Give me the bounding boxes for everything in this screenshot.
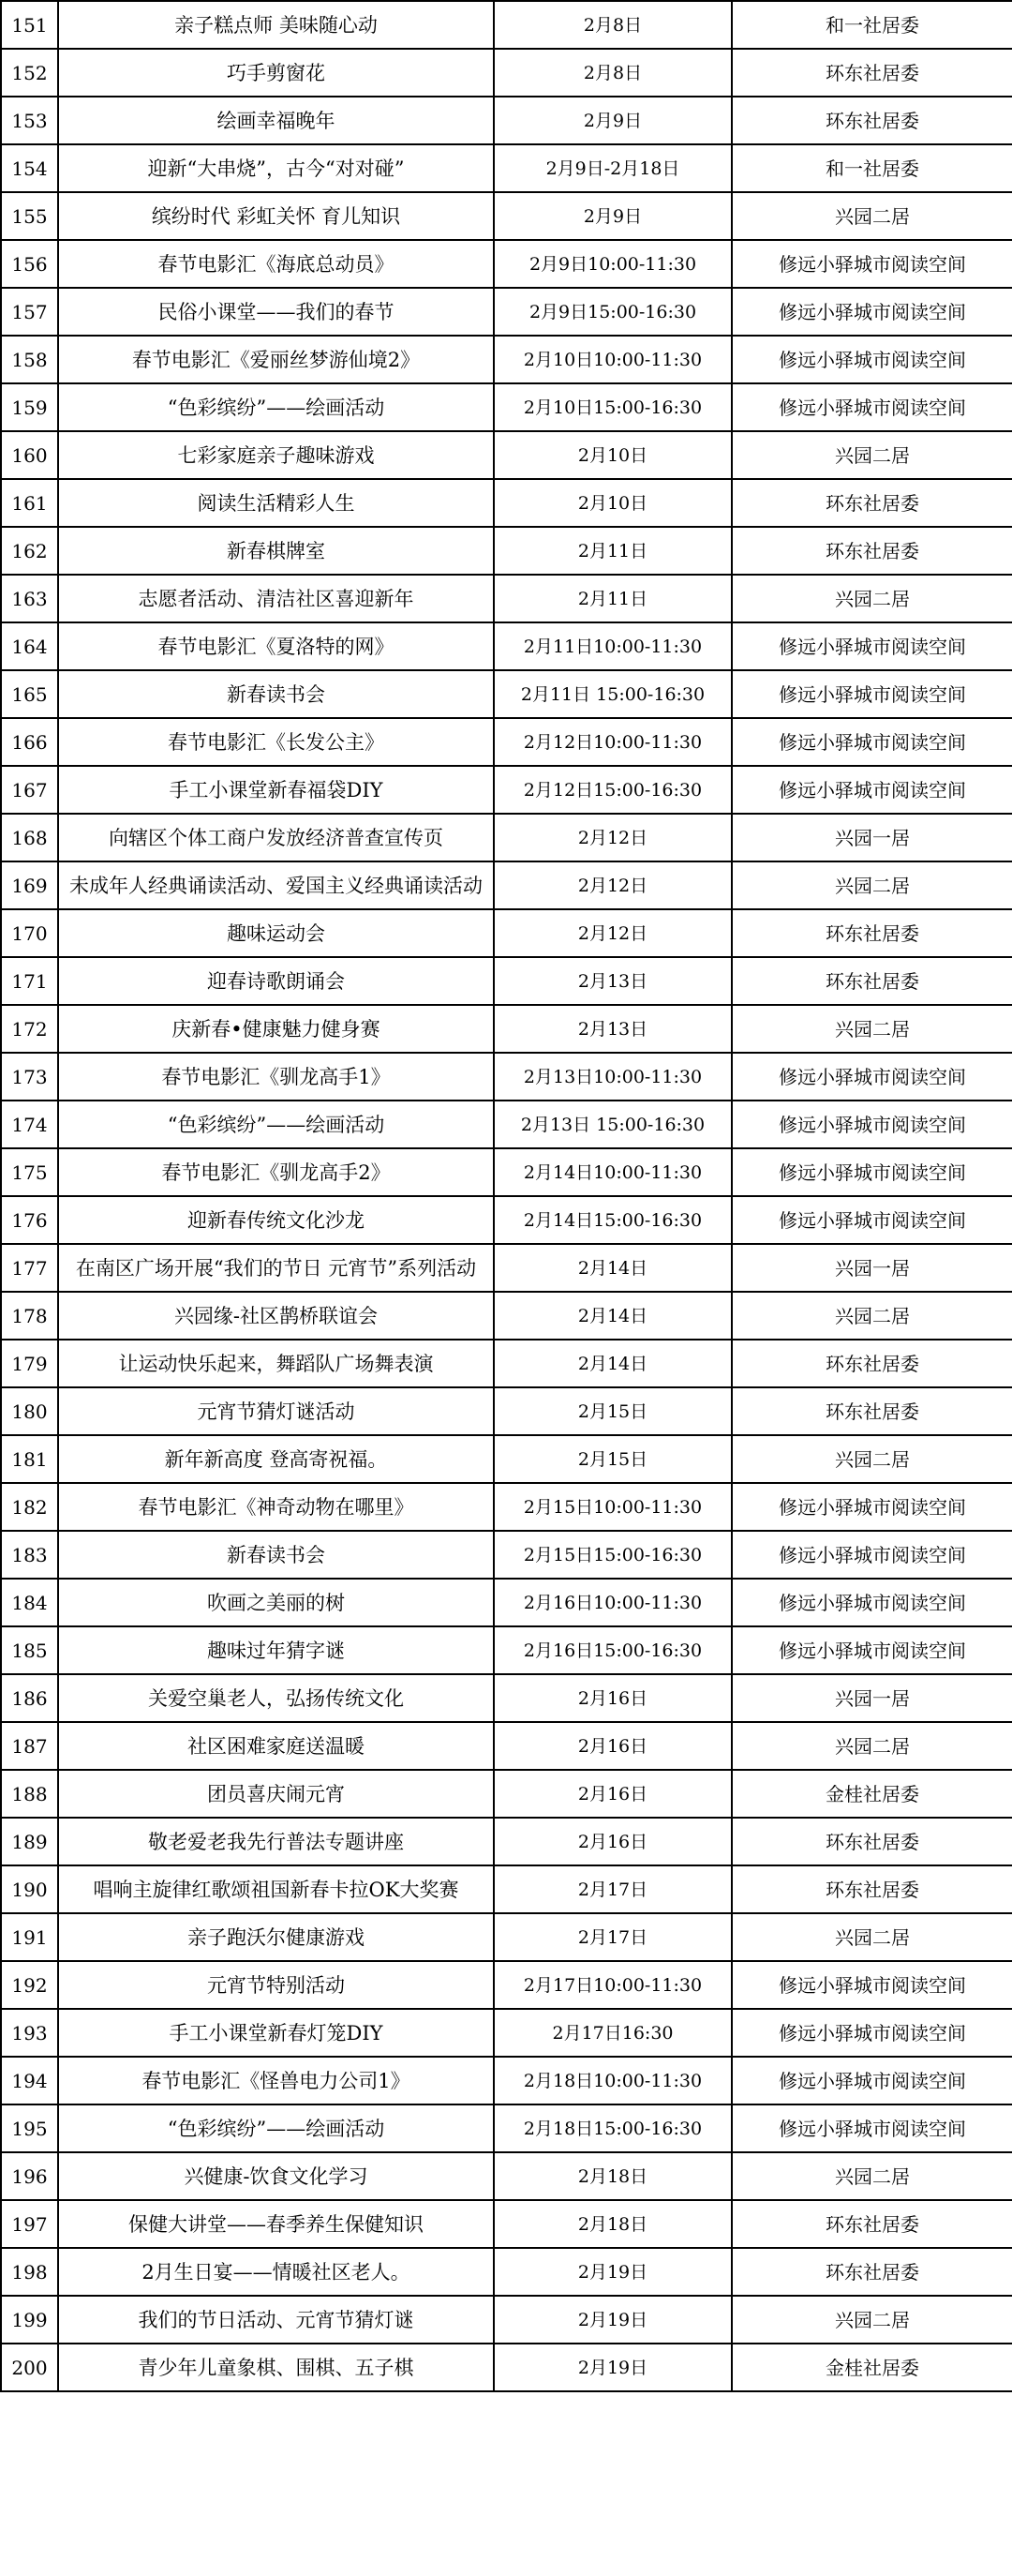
table-row xyxy=(1,2296,1012,2344)
table-row xyxy=(1,957,1012,1005)
row-number-cell: 167 xyxy=(1,766,58,814)
activity-date-cell: 2月13日 15:00-16:30 xyxy=(494,1101,732,1148)
row-number-cell: 178 xyxy=(1,1292,58,1340)
activity-title-cell: 手工小课堂新春灯笼DIY xyxy=(58,2009,494,2057)
activity-title-cell: 七彩家庭亲子趣味游戏 xyxy=(58,431,494,479)
organizer-cell: 兴园二居 xyxy=(732,1913,1012,1961)
organizer-cell: 修远小驿城市阅读空间 xyxy=(732,336,1012,383)
activity-date-cell: 2月10日15:00-16:30 xyxy=(494,383,732,431)
organizer-cell: 修远小驿城市阅读空间 xyxy=(732,1531,1012,1579)
activity-date-cell: 2月17日10:00-11:30 xyxy=(494,1961,732,2009)
table-row xyxy=(1,718,1012,766)
organizer-cell: 修远小驿城市阅读空间 xyxy=(732,2104,1012,2152)
activity-title-cell: 春节电影汇《驯龙高手2》 xyxy=(58,1148,494,1196)
organizer-cell: 修远小驿城市阅读空间 xyxy=(732,622,1012,670)
organizer-cell: 兴园二居 xyxy=(732,1005,1012,1053)
activity-date-cell: 2月13日 xyxy=(494,1005,732,1053)
activity-title-cell: 关爱空巢老人，弘扬传统文化 xyxy=(58,1674,494,1722)
row-number-cell: 198 xyxy=(1,2248,58,2296)
activity-date-cell: 2月15日10:00-11:30 xyxy=(494,1483,732,1531)
table-row xyxy=(1,383,1012,431)
organizer-cell: 修远小驿城市阅读空间 xyxy=(732,1053,1012,1101)
table-row xyxy=(1,2152,1012,2200)
activity-date-cell: 2月17日 xyxy=(494,1913,732,1961)
activity-date-cell: 2月9日 xyxy=(494,97,732,144)
row-number-cell: 190 xyxy=(1,1865,58,1913)
activity-title-cell: 新春棋牌室 xyxy=(58,527,494,575)
row-number-cell: 169 xyxy=(1,861,58,909)
activity-date-cell: 2月11日 xyxy=(494,575,732,622)
table-row xyxy=(1,1005,1012,1053)
activity-date-cell: 2月11日 15:00-16:30 xyxy=(494,670,732,718)
row-number-cell: 179 xyxy=(1,1340,58,1387)
table-row xyxy=(1,575,1012,622)
organizer-cell: 兴园一居 xyxy=(732,1244,1012,1292)
organizer-cell: 修远小驿城市阅读空间 xyxy=(732,766,1012,814)
organizer-cell: 环东社居委 xyxy=(732,909,1012,957)
activity-date-cell: 2月12日 xyxy=(494,909,732,957)
organizer-cell: 修远小驿城市阅读空间 xyxy=(732,718,1012,766)
organizer-cell: 兴园二居 xyxy=(732,431,1012,479)
organizer-cell: 环东社居委 xyxy=(732,1818,1012,1865)
row-number-cell: 163 xyxy=(1,575,58,622)
activity-title-cell: 趣味过年猜字谜 xyxy=(58,1626,494,1674)
row-number-cell: 164 xyxy=(1,622,58,670)
activity-date-cell: 2月14日 xyxy=(494,1292,732,1340)
row-number-cell: 155 xyxy=(1,192,58,240)
row-number-cell: 160 xyxy=(1,431,58,479)
table-row xyxy=(1,1435,1012,1483)
activity-title-cell: 趣味运动会 xyxy=(58,909,494,957)
organizer-cell: 修远小驿城市阅读空间 xyxy=(732,1579,1012,1626)
activity-date-cell: 2月12日 xyxy=(494,814,732,861)
activity-title-cell: 绘画幸福晚年 xyxy=(58,97,494,144)
table-row xyxy=(1,1,1012,49)
activity-title-cell: 元宵节猜灯谜活动 xyxy=(58,1387,494,1435)
table-row xyxy=(1,1961,1012,2009)
activity-date-cell: 2月15日 xyxy=(494,1435,732,1483)
row-number-cell: 192 xyxy=(1,1961,58,2009)
row-number-cell: 174 xyxy=(1,1101,58,1148)
table-row xyxy=(1,670,1012,718)
row-number-cell: 195 xyxy=(1,2104,58,2152)
organizer-cell: 环东社居委 xyxy=(732,1865,1012,1913)
table-row xyxy=(1,1579,1012,1626)
table-row xyxy=(1,144,1012,192)
organizer-cell: 环东社居委 xyxy=(732,1387,1012,1435)
activity-title-cell: 迎春诗歌朗诵会 xyxy=(58,957,494,1005)
row-number-cell: 197 xyxy=(1,2200,58,2248)
table-row xyxy=(1,766,1012,814)
organizer-cell: 兴园二居 xyxy=(732,575,1012,622)
row-number-cell: 173 xyxy=(1,1053,58,1101)
row-number-cell: 177 xyxy=(1,1244,58,1292)
activity-date-cell: 2月17日 xyxy=(494,1865,732,1913)
organizer-cell: 环东社居委 xyxy=(732,479,1012,527)
table-row xyxy=(1,1913,1012,1961)
row-number-cell: 157 xyxy=(1,288,58,336)
activity-title-cell: “色彩缤纷”——绘画活动 xyxy=(58,2104,494,2152)
activity-title-cell: 迎新“大串烧”，古今“对对碰” xyxy=(58,144,494,192)
activity-title-cell: 巧手剪窗花 xyxy=(58,49,494,97)
activity-date-cell: 2月16日15:00-16:30 xyxy=(494,1626,732,1674)
activity-date-cell: 2月10日10:00-11:30 xyxy=(494,336,732,383)
organizer-cell: 修远小驿城市阅读空间 xyxy=(732,288,1012,336)
activity-date-cell: 2月13日10:00-11:30 xyxy=(494,1053,732,1101)
activity-title-cell: “色彩缤纷”——绘画活动 xyxy=(58,383,494,431)
organizer-cell: 修远小驿城市阅读空间 xyxy=(732,2009,1012,2057)
row-number-cell: 161 xyxy=(1,479,58,527)
activity-date-cell: 2月18日15:00-16:30 xyxy=(494,2104,732,2152)
activity-title-cell: 迎新春传统文化沙龙 xyxy=(58,1196,494,1244)
activity-date-cell: 2月10日 xyxy=(494,479,732,527)
activity-title-cell: 吹画之美丽的树 xyxy=(58,1579,494,1626)
row-number-cell: 166 xyxy=(1,718,58,766)
table-row xyxy=(1,2009,1012,2057)
activity-title-cell: 兴园缘-社区鹊桥联谊会 xyxy=(58,1292,494,1340)
organizer-cell: 修远小驿城市阅读空间 xyxy=(732,1101,1012,1148)
table-row xyxy=(1,2200,1012,2248)
activity-title-cell: 向辖区个体工商户发放经济普查宣传页 xyxy=(58,814,494,861)
activity-title-cell: 元宵节特别活动 xyxy=(58,1961,494,2009)
organizer-cell: 修远小驿城市阅读空间 xyxy=(732,240,1012,288)
activity-date-cell: 2月19日 xyxy=(494,2296,732,2344)
organizer-cell: 兴园二居 xyxy=(732,1292,1012,1340)
table-row xyxy=(1,288,1012,336)
organizer-cell: 兴园二居 xyxy=(732,1435,1012,1483)
organizer-cell: 修远小驿城市阅读空间 xyxy=(732,383,1012,431)
activity-date-cell: 2月10日 xyxy=(494,431,732,479)
activity-date-cell: 2月14日15:00-16:30 xyxy=(494,1196,732,1244)
activity-date-cell: 2月16日10:00-11:30 xyxy=(494,1579,732,1626)
activity-title-cell: 春节电影汇《夏洛特的网》 xyxy=(58,622,494,670)
table-row xyxy=(1,1196,1012,1244)
organizer-cell: 修远小驿城市阅读空间 xyxy=(732,2057,1012,2104)
row-number-cell: 172 xyxy=(1,1005,58,1053)
organizer-cell: 修远小驿城市阅读空间 xyxy=(732,1483,1012,1531)
activity-title-cell: “色彩缤纷”——绘画活动 xyxy=(58,1101,494,1148)
activity-date-cell: 2月8日 xyxy=(494,49,732,97)
table-row xyxy=(1,2057,1012,2104)
row-number-cell: 156 xyxy=(1,240,58,288)
row-number-cell: 183 xyxy=(1,1531,58,1579)
row-number-cell: 199 xyxy=(1,2296,58,2344)
row-number-cell: 191 xyxy=(1,1913,58,1961)
table-row xyxy=(1,1148,1012,1196)
table-row xyxy=(1,1387,1012,1435)
activity-date-cell: 2月14日 xyxy=(494,1340,732,1387)
table-row xyxy=(1,479,1012,527)
activity-title-cell: 手工小课堂新春福袋DIY xyxy=(58,766,494,814)
activity-date-cell: 2月9日-2月18日 xyxy=(494,144,732,192)
table-row xyxy=(1,527,1012,575)
activity-date-cell: 2月18日 xyxy=(494,2200,732,2248)
row-number-cell: 153 xyxy=(1,97,58,144)
activity-date-cell: 2月15日15:00-16:30 xyxy=(494,1531,732,1579)
row-number-cell: 196 xyxy=(1,2152,58,2200)
activity-date-cell: 2月16日 xyxy=(494,1674,732,1722)
activity-title-cell: 敬老爱老我先行普法专题讲座 xyxy=(58,1818,494,1865)
table-row xyxy=(1,1818,1012,1865)
organizer-cell: 环东社居委 xyxy=(732,1340,1012,1387)
activity-title-cell: 庆新春•健康魅力健身赛 xyxy=(58,1005,494,1053)
activity-date-cell: 2月12日10:00-11:30 xyxy=(494,718,732,766)
activity-date-cell: 2月19日 xyxy=(494,2344,732,2391)
organizer-cell: 金桂社居委 xyxy=(732,2344,1012,2391)
activity-title-cell: 让运动快乐起来，舞蹈队广场舞表演 xyxy=(58,1340,494,1387)
table-row xyxy=(1,1053,1012,1101)
activity-date-cell: 2月14日10:00-11:30 xyxy=(494,1148,732,1196)
row-number-cell: 168 xyxy=(1,814,58,861)
organizer-cell: 环东社居委 xyxy=(732,527,1012,575)
table-row xyxy=(1,240,1012,288)
table-row xyxy=(1,2248,1012,2296)
activity-date-cell: 2月19日 xyxy=(494,2248,732,2296)
table-row xyxy=(1,1483,1012,1531)
row-number-cell: 176 xyxy=(1,1196,58,1244)
activity-date-cell: 2月16日 xyxy=(494,1722,732,1770)
row-number-cell: 175 xyxy=(1,1148,58,1196)
activity-title-cell: 2月生日宴——情暖社区老人。 xyxy=(58,2248,494,2296)
organizer-cell: 环东社居委 xyxy=(732,957,1012,1005)
row-number-cell: 182 xyxy=(1,1483,58,1531)
organizer-cell: 修远小驿城市阅读空间 xyxy=(732,1196,1012,1244)
table-row xyxy=(1,2344,1012,2391)
activity-title-cell: 春节电影汇《怪兽电力公司1》 xyxy=(58,2057,494,2104)
table-row xyxy=(1,431,1012,479)
table-row xyxy=(1,1770,1012,1818)
organizer-cell: 修远小驿城市阅读空间 xyxy=(732,1961,1012,2009)
activity-title-cell: 志愿者活动、清洁社区喜迎新年 xyxy=(58,575,494,622)
activity-date-cell: 2月11日10:00-11:30 xyxy=(494,622,732,670)
organizer-cell: 兴园二居 xyxy=(732,861,1012,909)
table-row xyxy=(1,49,1012,97)
organizer-cell: 环东社居委 xyxy=(732,49,1012,97)
activity-title-cell: 团员喜庆闹元宵 xyxy=(58,1770,494,1818)
activity-date-cell: 2月12日 xyxy=(494,861,732,909)
activity-title-cell: 新年新高度 登高寄祝福。 xyxy=(58,1435,494,1483)
activity-date-cell: 2月12日15:00-16:30 xyxy=(494,766,732,814)
activity-date-cell: 2月16日 xyxy=(494,1818,732,1865)
row-number-cell: 186 xyxy=(1,1674,58,1722)
table-row xyxy=(1,1340,1012,1387)
row-number-cell: 188 xyxy=(1,1770,58,1818)
activity-date-cell: 2月11日 xyxy=(494,527,732,575)
organizer-cell: 和一社居委 xyxy=(732,1,1012,49)
activity-date-cell: 2月18日10:00-11:30 xyxy=(494,2057,732,2104)
activity-title-cell: 社区困难家庭送温暖 xyxy=(58,1722,494,1770)
table-body xyxy=(1,1,1012,2391)
row-number-cell: 181 xyxy=(1,1435,58,1483)
activity-title-cell: 春节电影汇《海底总动员》 xyxy=(58,240,494,288)
organizer-cell: 金桂社居委 xyxy=(732,1770,1012,1818)
activity-title-cell: 亲子跑沃尔健康游戏 xyxy=(58,1913,494,1961)
activity-date-cell: 2月15日 xyxy=(494,1387,732,1435)
table-row xyxy=(1,1244,1012,1292)
activity-title-cell: 亲子糕点师 美味随心动 xyxy=(58,1,494,49)
organizer-cell: 兴园二居 xyxy=(732,1722,1012,1770)
row-number-cell: 187 xyxy=(1,1722,58,1770)
table-row xyxy=(1,909,1012,957)
row-number-cell: 194 xyxy=(1,2057,58,2104)
table-row xyxy=(1,192,1012,240)
organizer-cell: 环东社居委 xyxy=(732,97,1012,144)
activity-title-cell: 唱响主旋律红歌颂祖国新春卡拉OK大奖赛 xyxy=(58,1865,494,1913)
organizer-cell: 兴园二居 xyxy=(732,192,1012,240)
row-number-cell: 154 xyxy=(1,144,58,192)
row-number-cell: 152 xyxy=(1,49,58,97)
activity-title-cell: 新春读书会 xyxy=(58,1531,494,1579)
activity-title-cell: 兴健康-饮食文化学习 xyxy=(58,2152,494,2200)
row-number-cell: 158 xyxy=(1,336,58,383)
row-number-cell: 159 xyxy=(1,383,58,431)
activity-title-cell: 新春读书会 xyxy=(58,670,494,718)
row-number-cell: 200 xyxy=(1,2344,58,2391)
activity-date-cell: 2月9日 xyxy=(494,192,732,240)
activity-title-cell: 未成年人经典诵读活动、爱国主义经典诵读活动 xyxy=(58,861,494,909)
activity-title-cell: 青少年儿童象棋、围棋、五子棋 xyxy=(58,2344,494,2391)
row-number-cell: 170 xyxy=(1,909,58,957)
activity-title-cell: 保健大讲堂——春季养生保健知识 xyxy=(58,2200,494,2248)
organizer-cell: 修远小驿城市阅读空间 xyxy=(732,1148,1012,1196)
activity-date-cell: 2月16日 xyxy=(494,1770,732,1818)
organizer-cell: 兴园一居 xyxy=(732,814,1012,861)
row-number-cell: 193 xyxy=(1,2009,58,2057)
row-number-cell: 171 xyxy=(1,957,58,1005)
table-row xyxy=(1,1101,1012,1148)
table-row xyxy=(1,1865,1012,1913)
activity-date-cell: 2月8日 xyxy=(494,1,732,49)
row-number-cell: 185 xyxy=(1,1626,58,1674)
activity-title-cell: 春节电影汇《长发公主》 xyxy=(58,718,494,766)
activity-date-cell: 2月14日 xyxy=(494,1244,732,1292)
table-row xyxy=(1,336,1012,383)
activity-date-cell: 2月9日10:00-11:30 xyxy=(494,240,732,288)
row-number-cell: 189 xyxy=(1,1818,58,1865)
activity-date-cell: 2月9日15:00-16:30 xyxy=(494,288,732,336)
activity-date-cell: 2月17日16:30 xyxy=(494,2009,732,2057)
activity-title-cell: 缤纷时代 彩虹关怀 育儿知识 xyxy=(58,192,494,240)
activity-title-cell: 阅读生活精彩人生 xyxy=(58,479,494,527)
organizer-cell: 修远小驿城市阅读空间 xyxy=(732,670,1012,718)
table-row xyxy=(1,1626,1012,1674)
table-row xyxy=(1,97,1012,144)
table-row xyxy=(1,814,1012,861)
activity-title-cell: 春节电影汇《爱丽丝梦游仙境2》 xyxy=(58,336,494,383)
organizer-cell: 环东社居委 xyxy=(732,2200,1012,2248)
row-number-cell: 165 xyxy=(1,670,58,718)
organizer-cell: 环东社居委 xyxy=(732,2248,1012,2296)
row-number-cell: 151 xyxy=(1,1,58,49)
activity-title-cell: 在南区广场开展“我们的节日 元宵节”系列活动 xyxy=(58,1244,494,1292)
table-row xyxy=(1,1674,1012,1722)
activity-date-cell: 2月18日 xyxy=(494,2152,732,2200)
table-row xyxy=(1,622,1012,670)
organizer-cell: 兴园二居 xyxy=(732,2152,1012,2200)
activity-title-cell: 我们的节日活动、元宵节猜灯谜 xyxy=(58,2296,494,2344)
row-number-cell: 184 xyxy=(1,1579,58,1626)
activity-title-cell: 民俗小课堂——我们的春节 xyxy=(58,288,494,336)
organizer-cell: 兴园二居 xyxy=(732,2296,1012,2344)
table-row xyxy=(1,861,1012,909)
table-row xyxy=(1,1722,1012,1770)
organizer-cell: 修远小驿城市阅读空间 xyxy=(732,1626,1012,1674)
activity-date-cell: 2月13日 xyxy=(494,957,732,1005)
table-row xyxy=(1,2104,1012,2152)
activity-title-cell: 春节电影汇《神奇动物在哪里》 xyxy=(58,1483,494,1531)
activity-title-cell: 春节电影汇《驯龙高手1》 xyxy=(58,1053,494,1101)
row-number-cell: 180 xyxy=(1,1387,58,1435)
table-row xyxy=(1,1531,1012,1579)
table-row xyxy=(1,1292,1012,1340)
row-number-cell: 162 xyxy=(1,527,58,575)
organizer-cell: 兴园一居 xyxy=(732,1674,1012,1722)
organizer-cell: 和一社居委 xyxy=(732,144,1012,192)
